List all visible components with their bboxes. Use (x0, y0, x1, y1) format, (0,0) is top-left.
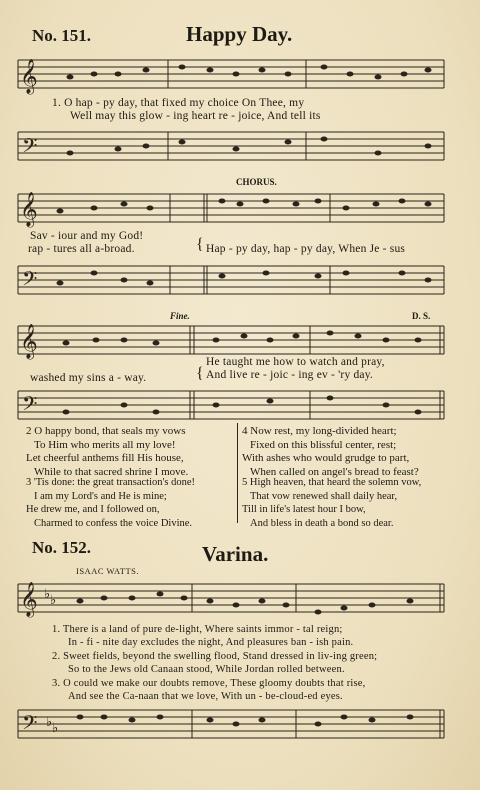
svg-text:♭: ♭ (46, 714, 53, 729)
lyric-line: Well may this glow - ing heart re - joice, And tell its (70, 110, 321, 122)
svg-text:𝄞: 𝄞 (20, 60, 38, 93)
lyric-line: 2. Sweet fields, beyond the swelling flood, Stand dressed in liv-ing green; (52, 651, 378, 662)
music-staff-bass (0, 385, 480, 425)
ds-label: D. S. (412, 311, 431, 321)
lyric-line: And live re - joic - ing ev - 'ry day. (206, 369, 373, 381)
verse-2: 2 O happy bond, that seals my vows To Him who merits all my love! Let cheerful anthems fill His house, While to that sacred shrine I move. (26, 425, 189, 478)
hymn-title: Happy Day. (186, 22, 293, 46)
music-staff-treble (0, 576, 480, 620)
svg-text:♭: ♭ (50, 592, 57, 607)
lyric-line: And see the Ca-naan that we love, With un - be-cloud-ed eyes. (68, 691, 343, 702)
svg-text:𝄢: 𝄢 (22, 394, 38, 420)
lyric-line: 1. There is a land of pure de-light, Where saints immor - tal reign; (52, 624, 343, 635)
chorus-lyric-line: Hap - py day, hap - py day, When Je - sus (206, 243, 406, 255)
svg-text:𝄢: 𝄢 (22, 713, 38, 739)
music-staff-treble (0, 50, 480, 100)
verse-5: 5 High heaven, that heard the solemn vow, That vow renewed shall daily hear, Till in life's latest hour I bow, And bless in death a bond so dear. (242, 477, 422, 529)
lyric-line: rap - tures all a-broad. (28, 243, 135, 255)
hymn-number: No. 152. (32, 538, 92, 557)
author-credit: ISAAC WATTS. (76, 566, 139, 576)
column-divider (237, 423, 238, 523)
verse-3: 3 'Tis done: the great transaction's done! I am my Lord's and He is mine; He drew me, and I followed on, Charmed to confess the voice Divine. (26, 477, 196, 529)
brace: { (196, 365, 204, 382)
svg-text:♭: ♭ (44, 586, 51, 601)
verse-4: 4 Now rest, my long-divided heart; Fixed on this blissful center, rest; With ashes who would grudge to part, When called on angel's bread to feast? (242, 425, 419, 478)
lyric-line: 3. O could we make our doubts remove, These gloomy doubts that rise, (52, 678, 366, 689)
hymn-title: Varina. (202, 542, 269, 566)
music-staff-bass (0, 258, 480, 302)
music-staff-treble (0, 186, 480, 230)
svg-text:𝄢: 𝄢 (22, 269, 38, 295)
svg-text:♭: ♭ (52, 720, 59, 735)
chorus-label: CHORUS. (236, 177, 277, 187)
hymn-number: No. 151. (32, 26, 92, 45)
svg-text:𝄞: 𝄞 (20, 325, 38, 358)
svg-text:𝄢: 𝄢 (22, 136, 38, 162)
brace: { (196, 236, 204, 253)
lyric-line: He taught me how to watch and pray, (206, 356, 385, 368)
lyric-line: So to the Jews old Canaan stood, While Jordan rolled between. (68, 664, 345, 675)
fine-label: Fine. (170, 311, 190, 321)
lyric-line: 1. O hap - py day, that fixed my choice On Thee, my (52, 97, 305, 109)
lyric-line: Sav - iour and my God! (30, 230, 144, 242)
music-staff-bass (0, 702, 480, 746)
svg-text:𝄞: 𝄞 (20, 583, 38, 616)
music-staff-bass (0, 124, 480, 168)
lyric-line: washed my sins a - way. (30, 372, 147, 384)
svg-text:𝄞: 𝄞 (20, 193, 38, 226)
lyric-line: In - fi - nite day excludes the night, And pleasures ban - ish pain. (68, 637, 354, 648)
